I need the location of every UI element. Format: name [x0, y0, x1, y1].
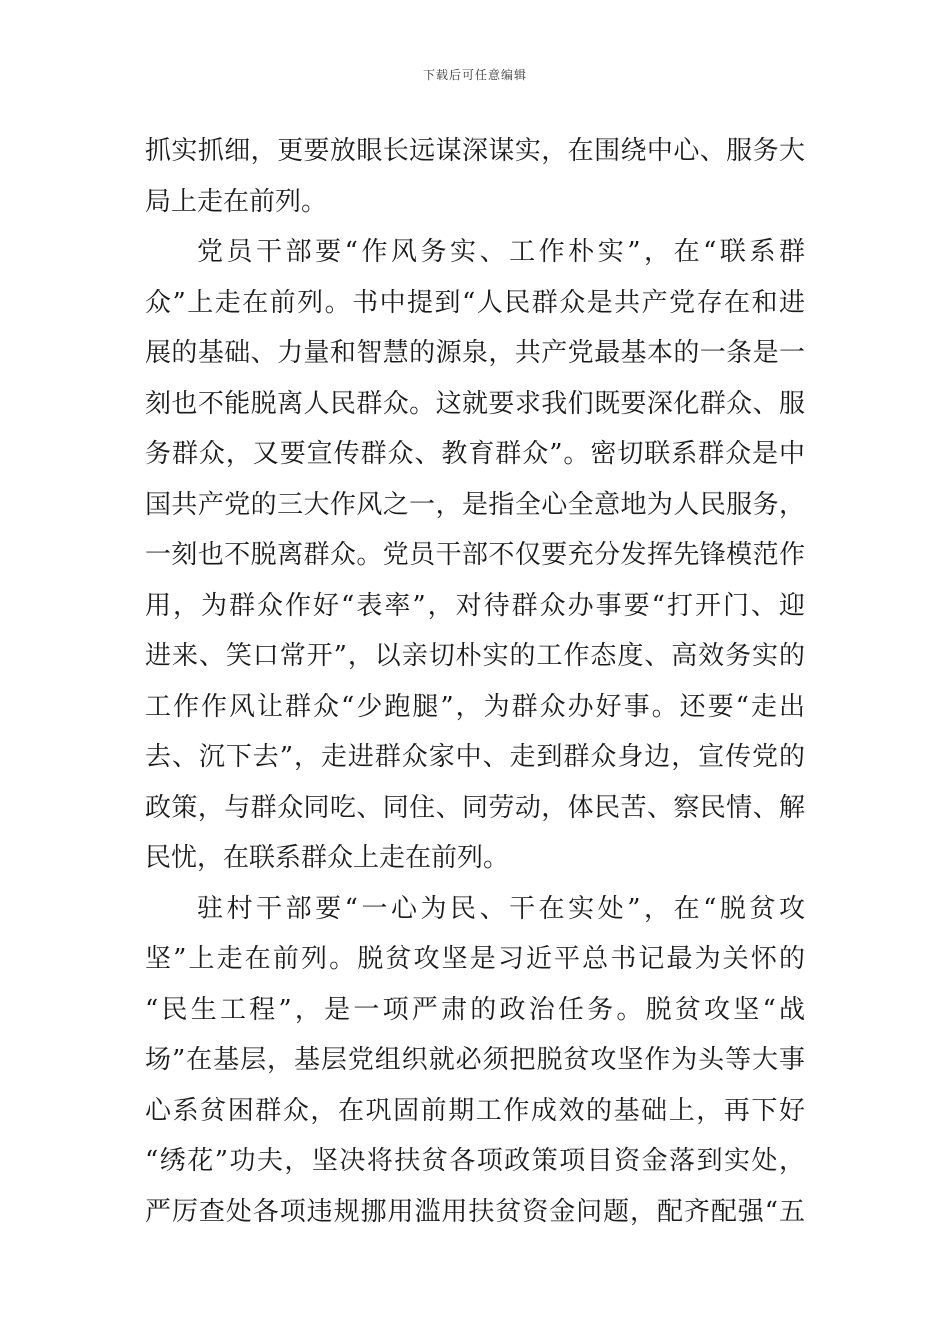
text-line: 一刻也不脱离群众。党员干部不仅要充分发挥先锋模范作: [145, 540, 805, 570]
text-line: 坚”上走在前列。脱贫攻坚是习近平总书记最为关怀的: [145, 944, 805, 974]
document-body: [145, 126, 805, 1237]
text-line: 务群众，又要宣传群众、教育群众”。密切联系群众是中: [145, 439, 805, 469]
text-line: “民生工程”，是一项严肃的政治任务。脱贫攻坚“战: [145, 994, 805, 1025]
text-line: “绣花”功夫，坚决将扶贫各项政策项目资金落到实处，: [145, 1146, 805, 1176]
text-line: 众”上走在前列。书中提到“人民群众是共产党存在和进: [145, 287, 805, 318]
text-line: 局上走在前列。: [145, 186, 328, 217]
text-line: 驻村干部要“一心为民、干在实处”，在“脱贫攻: [197, 893, 805, 924]
text-line: 展的基础、力量和智慧的源泉，共产党最基本的一条是一: [145, 338, 805, 368]
text-line: 心系贫困群众，在巩固前期工作成效的基础上，再下好: [145, 1095, 805, 1126]
text-line: 党员干部要“作风务实、工作朴实”，在“联系群: [197, 237, 805, 267]
text-line: 刻也不能脱离人民群众。这就要求我们既要深化群众、服: [145, 388, 805, 419]
text-line: 严厉查处各项违规挪用滥用扶贫资金问题，配齐配强“五: [145, 1196, 805, 1227]
text-line: 场”在基层，基层党组织就必须把脱贫攻坚作为头等大事: [145, 1045, 805, 1075]
text-line: 工作作风让群众“少跑腿”，为群众办好事。还要“走出: [145, 691, 805, 722]
text-line: 去、沉下去”，走进群众家中、走到群众身边，宣传党的: [145, 742, 805, 772]
text-line: 国共产党的三大作风之一，是指全心全意地为人民服务，: [145, 489, 805, 520]
text-line: 政策，与群众同吃、同住、同劳动，体民苦、察民情、解: [145, 792, 805, 823]
text-line: 进来、笑口常开”，以亲切朴实的工作态度、高效务实的: [145, 641, 805, 671]
page-header: 下载后可任意编辑: [422, 68, 527, 82]
text-line: 抓实抓细，更要放眼长远谋深谋实，在围绕中心、服务大: [145, 136, 805, 166]
text-line: 民忧，在联系群众上走在前列。: [145, 843, 510, 873]
text-line: 用，为群众作好“表率”，对待群众办事要“打开门、迎: [145, 590, 805, 621]
